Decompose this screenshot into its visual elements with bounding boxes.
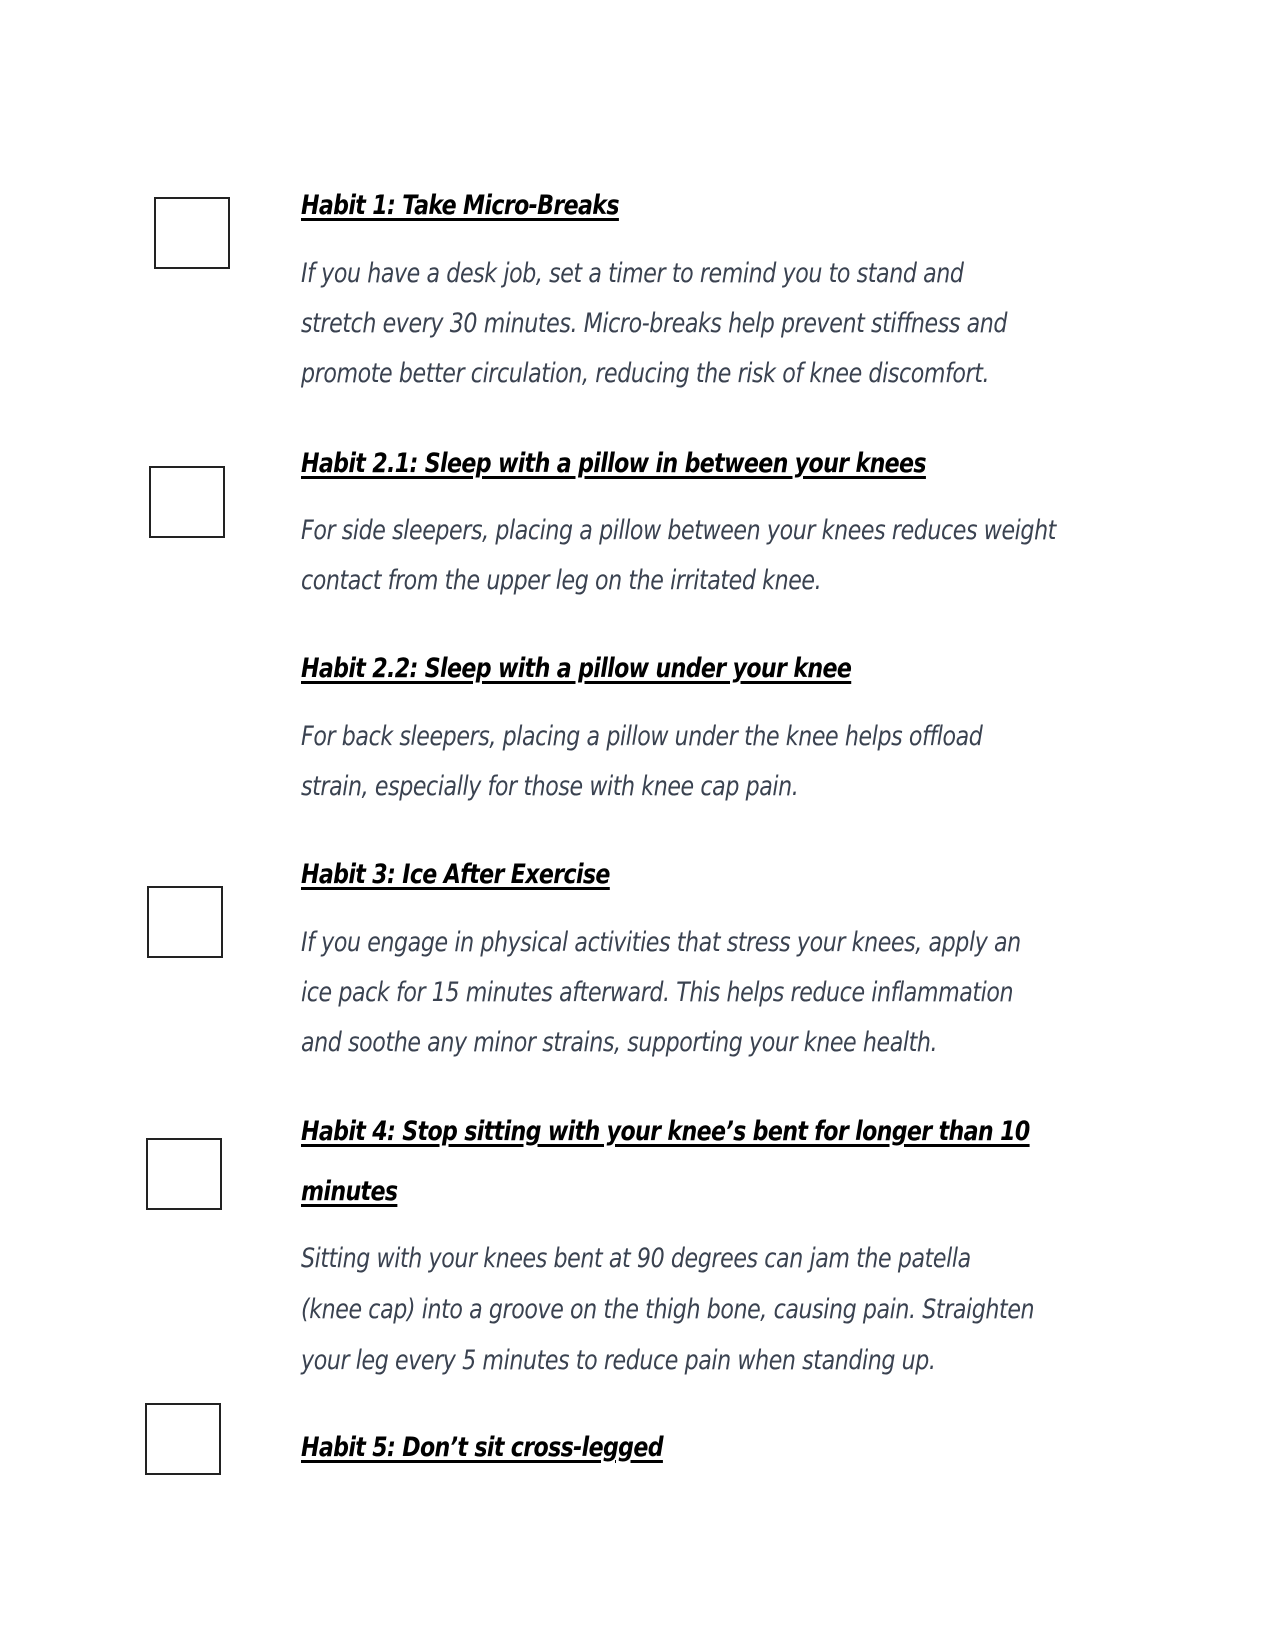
habit-3-body-line: ice pack for 15 minutes afterward. This helps reduce inflammation xyxy=(301,977,1014,1008)
habit-2-2-body-line: For back sleepers, placing a pillow under the knee helps offload xyxy=(301,721,983,752)
habit-2-1-title: Habit 2.1: Sleep with a pillow in between your knees xyxy=(301,448,926,479)
habit-5-checkbox[interactable] xyxy=(145,1403,221,1475)
habit-4-title-line-2: minutes xyxy=(301,1176,398,1207)
habit-4-body-line: Sitting with your knees bent at 90 degrees can jam the patella xyxy=(301,1243,971,1274)
habit-1-body-line: promote better circulation, reducing the risk of knee discomfort. xyxy=(301,358,990,389)
habit-3-title: Habit 3: Ice After Exercise xyxy=(301,859,610,890)
habit-3-body-line: and soothe any minor strains, supporting your knee health. xyxy=(301,1027,938,1058)
habit-4-title-line-1: Habit 4: Stop sitting with your knee’s bent for longer than 10 xyxy=(301,1116,1030,1147)
habit-2-1-body-line: For side sleepers, placing a pillow between your knees reduces weight xyxy=(301,515,1056,546)
habit-2-1-checkbox[interactable] xyxy=(149,466,225,538)
habit-2-1-body-line: contact from the upper leg on the irritated knee. xyxy=(301,565,822,596)
habit-2-2-body-line: strain, especially for those with knee cap pain. xyxy=(301,771,799,802)
habit-4-checkbox[interactable] xyxy=(146,1138,222,1210)
habit-3-body-line: If you engage in physical activities that stress your knees, apply an xyxy=(301,927,1021,958)
habit-4-body-line: your leg every 5 minutes to reduce pain when standing up. xyxy=(301,1345,936,1376)
habit-4-body-line: (knee cap) into a groove on the thigh bone, causing pain. Straighten xyxy=(301,1294,1035,1325)
habit-3-checkbox[interactable] xyxy=(147,886,223,958)
habit-5-title: Habit 5: Don’t sit cross-legged xyxy=(301,1432,663,1463)
habit-1-body-line: stretch every 30 minutes. Micro-breaks help prevent stiffness and xyxy=(301,308,1008,339)
habit-1-checkbox[interactable] xyxy=(154,197,230,269)
habit-1-title: Habit 1: Take Micro-Breaks xyxy=(301,190,619,221)
habit-1-body-line: If you have a desk job, set a timer to remind you to stand and xyxy=(301,258,964,289)
habit-2-2-title: Habit 2.2: Sleep with a pillow under your knee xyxy=(301,653,852,684)
